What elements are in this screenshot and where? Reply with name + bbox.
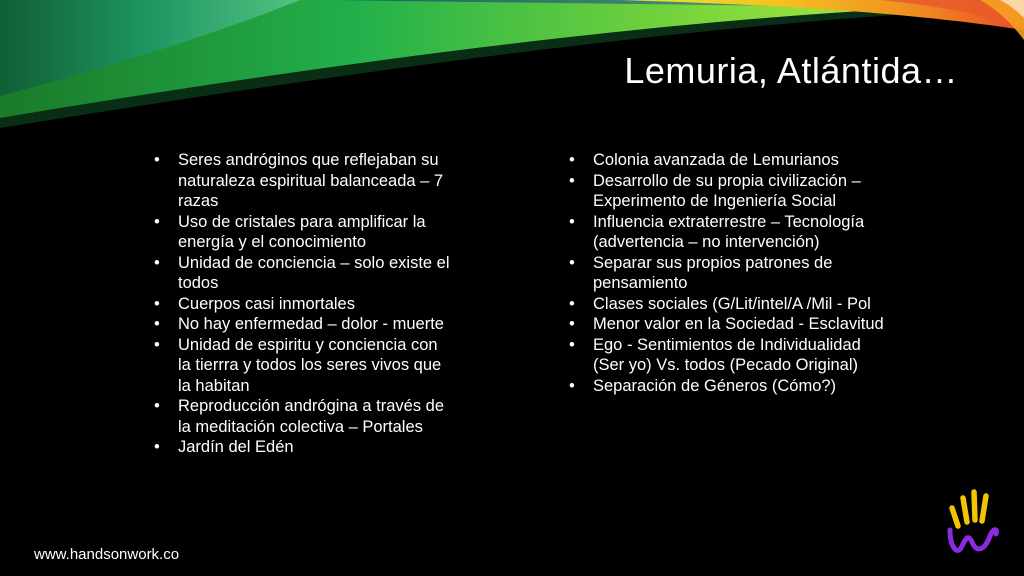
list-item [154,212,454,253]
list-item-text: Ego - Sentimientos de Individualidad (Ser yo) Vs. todos (Pecado Original) [593,335,861,374]
list-item-text: Separar sus propios patrones de pensamiento [593,253,833,292]
list-item-text: Colonia avanzada de Lemurianos [593,151,839,169]
bullet-icon: • [569,171,575,190]
bullet-icon: • [154,151,160,169]
list-item-text: No hay enfermedad – dolor - muerte [178,315,444,333]
bullet-icon: • [154,212,160,231]
list-item [569,294,889,315]
bullet-icon: • [569,376,575,395]
list-item-text: Menor valor en la Sociedad - Esclavitud [593,315,884,333]
list-item-text: Seres andróginos que reflejaban su naturaleza espiritual balanceada – 7 razas [178,151,444,210]
bullet-icon: • [154,294,160,313]
list-item [569,171,889,212]
slide-title: Lemuria, Atlántida… [624,50,958,91]
list-item-text: Jardín del Edén [178,438,294,456]
bullet-icon: • [154,253,160,272]
bullet-icon: • [154,335,160,354]
list-item-text: Clases sociales (G/Lit/intel/A /Mil - Pol [593,294,871,313]
bullet-icon: • [569,294,575,313]
list-item [569,376,889,397]
list-item [154,314,454,335]
bullet-icon: • [569,335,575,354]
list-item-text: Cuerpos casi inmortales [178,294,355,313]
list-item [569,314,889,335]
list-item [154,294,454,315]
list-item-text: Reproducción andrógina a través de la meditación colectiva – Portales [178,397,445,436]
hands-on-work-logo-icon [944,486,1002,558]
list-item-text: Unidad de conciencia – solo existe el todos [178,253,450,292]
list-item [154,396,454,437]
bullet-icon: • [569,315,575,333]
list-item-text: Separación de Géneros (Cómo?) [593,376,837,395]
bullet-icon: • [569,212,575,231]
list-item [154,150,454,212]
list-item [569,212,889,253]
right-bullet-list [569,150,889,396]
list-item-text: Unidad de espiritu y conciencia con la tierrra y todos los seres vivos que la habitan [178,335,442,395]
bullet-icon: • [154,315,160,333]
bullet-icon: • [569,151,575,169]
bullet-icon: • [569,253,575,272]
list-item-text: Uso de cristales para amplificar la energía y el conocimiento [178,212,426,251]
list-item [154,253,454,294]
bullet-icon: • [154,397,160,415]
list-item-text: Influencia extraterrestre – Tecnología (advertencia – no intervención) [593,212,865,251]
list-item [569,150,889,171]
footer-url: www.handsonwork.co [34,546,180,563]
list-item [154,437,454,458]
bullet-icon: • [154,438,160,456]
list-item [154,335,454,397]
list-item [569,253,889,294]
list-item [569,335,889,376]
list-item-text: Desarrollo de su propia civilización – Experimento de Ingeniería Social [593,171,861,210]
left-bullet-list [154,150,454,458]
